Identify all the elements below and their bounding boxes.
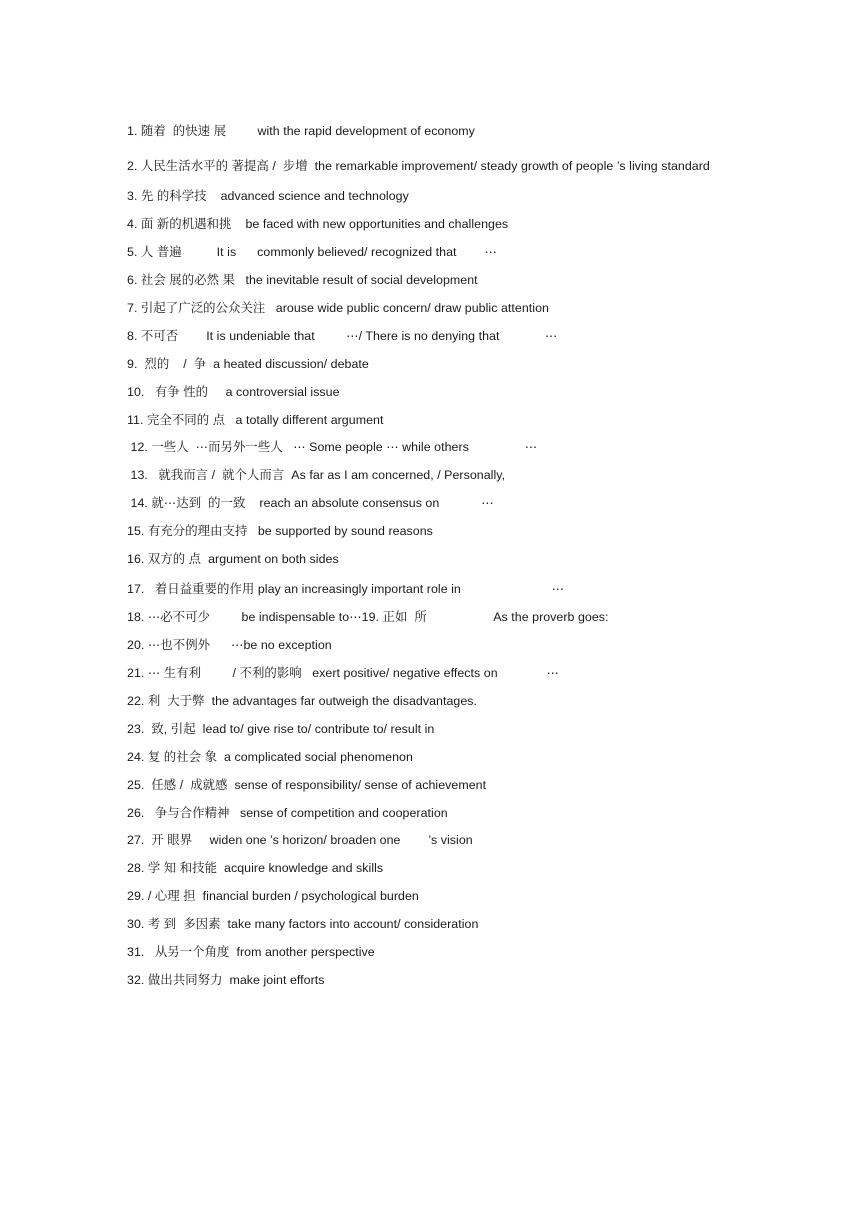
phrase-entry: 13. 就我而言 / 就个人而言 As far as I am concerned, / Personally, bbox=[127, 468, 506, 483]
phrase-entry: 9. 烈的 / 争 a heated discussion/ debate bbox=[127, 356, 369, 371]
phrase-entry: 26. 争与合作精神 sense of competition and cooperation bbox=[127, 805, 448, 820]
phrase-entry: 24. 复 的社会 象 a complicated social phenomenon bbox=[127, 749, 413, 764]
phrase-entry: 8. 不可否 It is undeniable that ⋯/ There is no denying that ⋯ bbox=[127, 328, 558, 343]
phrase-entry: 15. 有充分的理由支持 be supported by sound reasons bbox=[127, 524, 433, 539]
phrase-entry: 6. 社会 展的必然 果 the inevitable result of social development bbox=[127, 273, 478, 288]
phrase-entry: 3. 先 的科学技 advanced science and technology bbox=[127, 189, 409, 204]
phrase-entry: 5. 人 普遍 It is commonly believed/ recognized that ⋯ bbox=[127, 245, 497, 260]
phrase-entry: 7. 引起了广泛的公众关注 arouse wide public concern/ draw public attention bbox=[127, 300, 549, 315]
phrase-entry: 1. 随着 的快速 展 with the rapid development of economy bbox=[127, 124, 475, 139]
phrase-entry: 11. 完全不同的 点 a totally different argument bbox=[127, 412, 384, 427]
phrase-entry: 30. 考 到 多因素 take many factors into account/ consideration bbox=[127, 917, 479, 932]
phrase-entry: 18. ⋯必不可少 be indispensable to⋯19. 正如 所 As the proverb goes: bbox=[127, 610, 609, 625]
phrase-entry: 25. 任感 / 成就感 sense of responsibility/ sense of achievement bbox=[127, 777, 487, 792]
phrase-entry: 12. 一些人 ⋯而另外一些人 ⋯ Some people ⋯ while others ⋯ bbox=[127, 440, 538, 455]
phrase-entry: 27. 开 眼界 widen one ’s horizon/ broaden one ’s vision bbox=[127, 833, 473, 848]
phrase-entry: 2. 人民生活水平的 著提高 / 步增 the remarkable improvement/ steady growth of people ’s living standard bbox=[127, 158, 710, 173]
phrase-entry: 23. 致, 引起 lead to/ give rise to/ contribute to/ result in bbox=[127, 721, 435, 736]
phrase-entry: 14. 就⋯达到 的一致 reach an absolute consensus on ⋯ bbox=[127, 496, 494, 511]
phrase-entry: 4. 面 新的机遇和挑 be faced with new opportunities and challenges bbox=[127, 217, 509, 232]
phrase-entry: 10. 有争 性的 a controversial issue bbox=[127, 384, 340, 399]
phrase-entry: 17. 着日益重要的作用 play an increasingly important role in ⋯ bbox=[127, 582, 565, 597]
phrase-entry: 21. ⋯ 生有利 / 不利的影响 exert positive/ negative effects on ⋯ bbox=[127, 666, 559, 681]
phrase-entry: 22. 利 大于弊 the advantages far outweigh the disadvantages. bbox=[127, 694, 478, 709]
phrase-entry: 32. 做出共同努力 make joint efforts bbox=[127, 972, 325, 987]
phrase-list bbox=[127, 112, 747, 996]
phrase-entry: 28. 学 知 和技能 acquire knowledge and skills bbox=[127, 861, 384, 876]
phrase-entry: 20. ⋯也不例外 ⋯be no exception bbox=[127, 638, 332, 653]
phrase-entry: 16. 双方的 点 argument on both sides bbox=[127, 551, 339, 566]
phrase-entry: 29. / 心理 担 financial burden / psychological burden bbox=[127, 889, 419, 904]
phrase-entry: 31. 从另一个角度 from another perspective bbox=[127, 945, 375, 960]
